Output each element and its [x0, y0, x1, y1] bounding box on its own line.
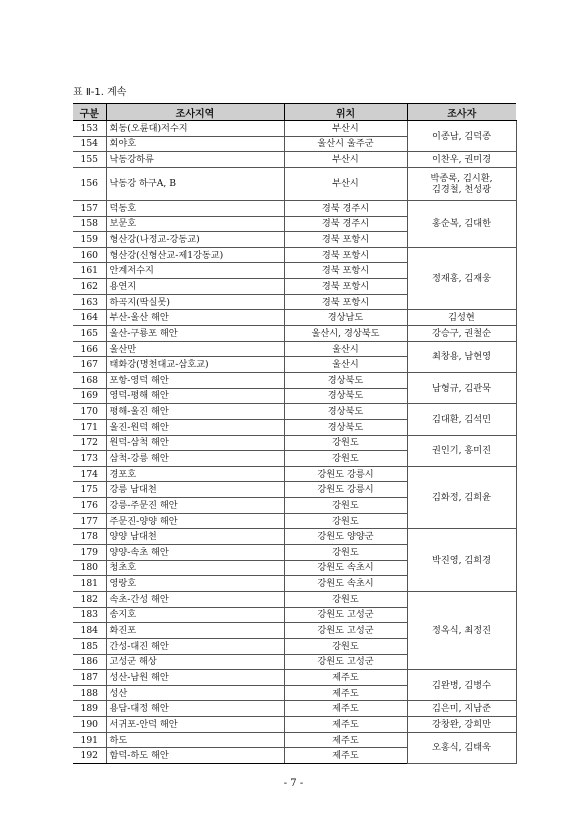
table-row	[73, 732, 516, 748]
survey-region: 포항-영덕 해안	[106, 372, 284, 388]
surveyor-names: 정재홍, 김재웅	[407, 247, 516, 310]
survey-region: 경포호	[106, 466, 284, 482]
survey-location: 강원도 속초시	[284, 576, 407, 592]
survey-region: 성산	[106, 685, 284, 701]
survey-location: 울산시, 경상북도	[284, 326, 407, 342]
table-row	[73, 247, 516, 263]
survey-location: 제주도	[284, 670, 407, 686]
row-number: 159	[73, 232, 106, 248]
surveyor-names: 김은미, 지남준	[407, 701, 516, 717]
survey-location: 경북 포항시	[284, 279, 407, 295]
survey-location: 강원도	[284, 513, 407, 529]
surveyor-names: 홍순복, 김대한	[407, 200, 516, 247]
survey-region: 부산-울산 해안	[106, 310, 284, 326]
survey-location: 경북 포항시	[284, 247, 407, 263]
table-row	[73, 372, 516, 388]
row-number: 192	[73, 748, 106, 764]
row-number: 173	[73, 451, 106, 467]
row-number: 164	[73, 310, 106, 326]
survey-location: 강원도	[284, 435, 407, 451]
survey-region: 울진-원덕 해안	[106, 419, 284, 435]
row-number: 167	[73, 357, 106, 373]
survey-region: 고성군 해상	[106, 654, 284, 670]
table-row	[73, 670, 516, 686]
survey-location: 강원도 양양군	[284, 529, 407, 545]
row-number: 183	[73, 607, 106, 623]
survey-location: 강원도 고성군	[284, 654, 407, 670]
header-surveyor: 조사자	[407, 104, 516, 121]
survey-region: 태화강(명천대교-삼호교)	[106, 357, 284, 373]
header-no: 구분	[73, 104, 106, 121]
surveyor-names: 박종록, 김시환, 김경철, 천성광	[407, 167, 516, 200]
table-row	[73, 717, 516, 733]
survey-location: 강원도	[284, 638, 407, 654]
surveyor-names: 강승구, 권철순	[407, 326, 516, 342]
row-number: 190	[73, 717, 106, 733]
survey-location: 강원도 고성군	[284, 623, 407, 639]
survey-region: 청초호	[106, 560, 284, 576]
surveyor-names: 권인기, 홍미진	[407, 435, 516, 466]
row-number: 178	[73, 529, 106, 545]
survey-region: 송지호	[106, 607, 284, 623]
survey-region: 강릉-주문진 해안	[106, 498, 284, 514]
row-number: 175	[73, 482, 106, 498]
survey-region: 간성-대진 해안	[106, 638, 284, 654]
row-number: 156	[73, 167, 106, 200]
header-location: 위치	[284, 104, 407, 121]
row-number: 160	[73, 247, 106, 263]
row-number: 158	[73, 216, 106, 232]
row-number: 191	[73, 732, 106, 748]
survey-region: 성산-남원 해안	[106, 670, 284, 686]
table-row	[73, 121, 516, 137]
surveyor-names: 김대환, 김석민	[407, 404, 516, 435]
survey-location: 경상남도	[284, 310, 407, 326]
row-number: 180	[73, 560, 106, 576]
survey-location: 강원도 강릉시	[284, 482, 407, 498]
row-number: 162	[73, 279, 106, 295]
survey-region: 회동(오륜대)저수지	[106, 121, 284, 137]
row-number: 188	[73, 685, 106, 701]
table-body	[73, 121, 516, 764]
survey-location: 제주도	[284, 701, 407, 717]
surveyor-names: 김성현	[407, 310, 516, 326]
survey-location: 경북 포항시	[284, 263, 407, 279]
survey-location: 울산시	[284, 357, 407, 373]
row-number: 168	[73, 372, 106, 388]
page-number: - 7 -	[283, 778, 304, 789]
table-row	[73, 326, 516, 342]
survey-location: 경북 포항시	[284, 232, 407, 248]
survey-region: 울산만	[106, 341, 284, 357]
surveyor-names: 이종남, 김덕종	[407, 121, 516, 152]
surveyor-names: 강창완, 강희만	[407, 717, 516, 733]
survey-location: 경상북도	[284, 372, 407, 388]
row-number: 166	[73, 341, 106, 357]
surveyor-names: 김화정, 김희윤	[407, 466, 516, 529]
survey-location: 경상북도	[284, 419, 407, 435]
survey-region: 덕동호	[106, 200, 284, 216]
survey-location: 경북 경주시	[284, 200, 407, 216]
survey-region: 낙동강하류	[106, 152, 284, 168]
row-number: 170	[73, 404, 106, 420]
surveyor-names: 최창용, 남현영	[407, 341, 516, 372]
row-number: 171	[73, 419, 106, 435]
row-number: 177	[73, 513, 106, 529]
survey-region: 강릉 남대천	[106, 482, 284, 498]
survey-table	[73, 103, 517, 764]
table-row	[73, 167, 516, 200]
header-region: 조사지역	[106, 104, 284, 121]
table-caption: 표 Ⅱ-1. 계속	[73, 87, 127, 98]
table-row	[73, 466, 516, 482]
row-number: 165	[73, 326, 106, 342]
survey-location: 경북 포항시	[284, 294, 407, 310]
row-number: 179	[73, 545, 106, 561]
survey-location: 제주도	[284, 732, 407, 748]
survey-region: 울산-구룡포 해안	[106, 326, 284, 342]
surveyor-names: 정옥식, 최정진	[407, 591, 516, 669]
row-number: 153	[73, 121, 106, 137]
survey-region: 화진포	[106, 623, 284, 639]
survey-location: 강원도	[284, 545, 407, 561]
table-header-row	[73, 104, 516, 121]
survey-location: 경상북도	[284, 388, 407, 404]
survey-region: 속초-간성 해안	[106, 591, 284, 607]
survey-region: 형산강(신형산교-제1강동교)	[106, 247, 284, 263]
survey-region: 함덕-하도 해안	[106, 748, 284, 764]
row-number: 185	[73, 638, 106, 654]
survey-location: 울산시 울주군	[284, 136, 407, 152]
table-row	[73, 529, 516, 545]
survey-location: 제주도	[284, 685, 407, 701]
row-number: 161	[73, 263, 106, 279]
row-number: 186	[73, 654, 106, 670]
surveyor-names: 이찬우, 권미경	[407, 152, 516, 168]
survey-region: 형산강(나정교-강동교)	[106, 232, 284, 248]
table-row	[73, 435, 516, 451]
survey-location: 부산시	[284, 167, 407, 200]
table-row	[73, 701, 516, 717]
survey-region: 영랑호	[106, 576, 284, 592]
survey-location: 강원도	[284, 451, 407, 467]
survey-region: 용연지	[106, 279, 284, 295]
survey-region: 용담-대정 해안	[106, 701, 284, 717]
survey-region: 회야호	[106, 136, 284, 152]
survey-location: 경상북도	[284, 404, 407, 420]
survey-region: 양양 남대천	[106, 529, 284, 545]
survey-region: 삼척-강릉 해안	[106, 451, 284, 467]
survey-region: 안계저수지	[106, 263, 284, 279]
row-number: 182	[73, 591, 106, 607]
survey-region: 하곡지(딱실못)	[106, 294, 284, 310]
survey-region: 평해-울진 해안	[106, 404, 284, 420]
row-number: 155	[73, 152, 106, 168]
survey-region: 서귀포-안덕 해안	[106, 717, 284, 733]
row-number: 172	[73, 435, 106, 451]
table-row	[73, 310, 516, 326]
surveyor-names: 남형규, 김관묵	[407, 372, 516, 403]
survey-region: 양양-속초 해안	[106, 545, 284, 561]
surveyor-names: 오홍식, 김태욱	[407, 732, 516, 763]
row-number: 187	[73, 670, 106, 686]
survey-region: 영덕-평해 해안	[106, 388, 284, 404]
survey-location: 강원도 속초시	[284, 560, 407, 576]
row-number: 169	[73, 388, 106, 404]
survey-region: 하도	[106, 732, 284, 748]
survey-location: 강원도	[284, 591, 407, 607]
survey-location: 제주도	[284, 748, 407, 764]
table-row	[73, 591, 516, 607]
survey-region: 보문호	[106, 216, 284, 232]
table-row	[73, 341, 516, 357]
survey-region: 낙동강 하구A, B	[106, 167, 284, 200]
row-number: 157	[73, 200, 106, 216]
table-row	[73, 200, 516, 216]
survey-location: 강원도 강릉시	[284, 466, 407, 482]
survey-region: 원덕-삼척 해안	[106, 435, 284, 451]
row-number: 184	[73, 623, 106, 639]
row-number: 174	[73, 466, 106, 482]
table-row	[73, 152, 516, 168]
surveyor-names: 김완병, 김병수	[407, 670, 516, 701]
row-number: 189	[73, 701, 106, 717]
table-row	[73, 404, 516, 420]
survey-region: 주문진-양양 해안	[106, 513, 284, 529]
row-number: 163	[73, 294, 106, 310]
row-number: 154	[73, 136, 106, 152]
survey-location: 부산시	[284, 152, 407, 168]
survey-location: 강원도 고성군	[284, 607, 407, 623]
survey-location: 제주도	[284, 717, 407, 733]
survey-location: 부산시	[284, 121, 407, 137]
survey-location: 울산시	[284, 341, 407, 357]
surveyor-names: 박진영, 김희경	[407, 529, 516, 592]
row-number: 176	[73, 498, 106, 514]
row-number: 181	[73, 576, 106, 592]
survey-location: 경북 경주시	[284, 216, 407, 232]
survey-location: 강원도	[284, 498, 407, 514]
